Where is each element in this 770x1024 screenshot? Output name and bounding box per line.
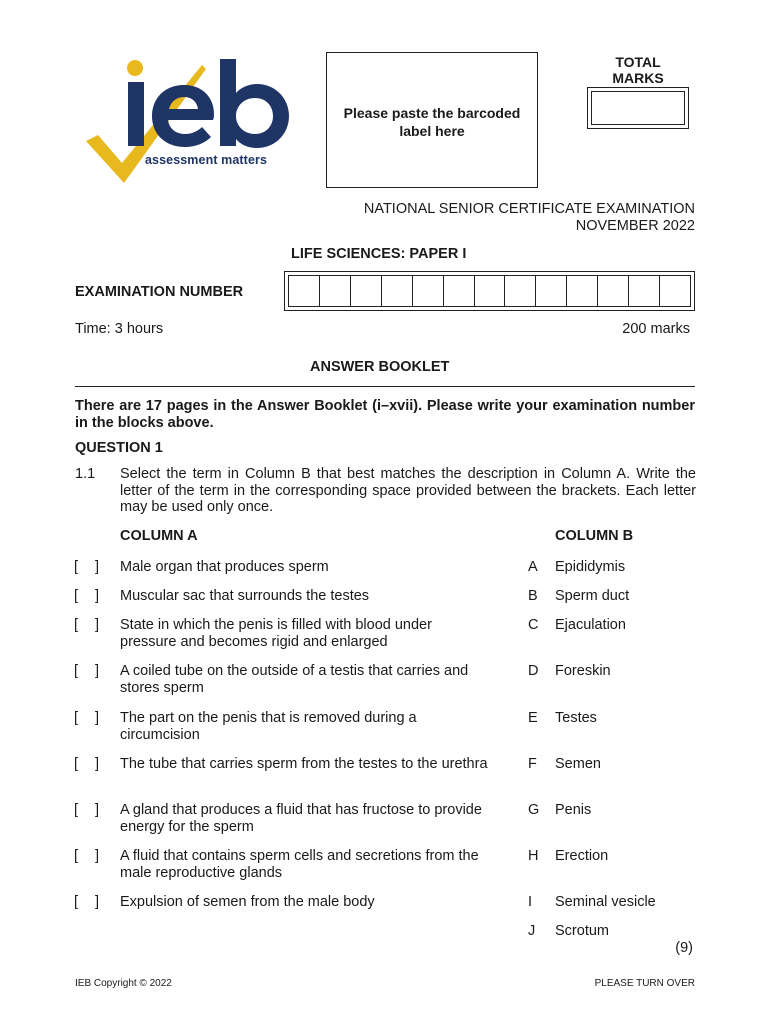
column-b-term: Epididymis [555, 559, 626, 575]
column-a-item: The tube that carries sperm from the testes to the urethra [120, 756, 488, 772]
exam-number-cell[interactable] [288, 275, 319, 307]
column-b-letter: H [528, 848, 539, 864]
answer-bracket-right[interactable]: ] [95, 756, 100, 772]
column-b-header: COLUMN B [555, 528, 634, 544]
exam-number-cell[interactable] [381, 275, 412, 307]
answer-bracket-right[interactable]: ] [95, 710, 100, 726]
exam-number-cell[interactable] [350, 275, 381, 307]
total-marks-value: 200 marks [622, 321, 690, 337]
column-b-letter: E [528, 710, 538, 726]
question-number: 1.1 [75, 466, 96, 482]
instructions: There are 17 pages in the Answer Booklet (i–xvii). Please write your examination number in the blocks above. [75, 398, 695, 431]
divider [75, 386, 695, 387]
answer-bracket-left[interactable]: [ [74, 848, 79, 864]
column-b-term: Sperm duct [555, 588, 630, 604]
answer-bracket-right[interactable]: ] [95, 588, 100, 604]
exam-number-cell[interactable] [443, 275, 474, 307]
column-a-item: A coiled tube on the outside of a testis that carries and stores sperm [120, 663, 469, 696]
question-text: Select the term in Column B that best matches the description in Column A. Write the letter of the term in the corresponding space provided between the brackets. Each letter may be used only once. [120, 466, 696, 515]
answer-bracket-left[interactable]: [ [74, 756, 79, 772]
answer-bracket-right[interactable]: ] [95, 848, 100, 864]
answer-bracket-right[interactable]: ] [95, 559, 100, 575]
column-b-term: Seminal vesicle [555, 894, 656, 910]
total-marks-label: TOTAL MARKS [612, 54, 664, 86]
question-marks: (9) [675, 940, 693, 956]
column-b-term: Testes [555, 710, 597, 726]
exam-number-cell[interactable] [628, 275, 659, 307]
exam-number-grid[interactable] [284, 271, 695, 311]
answer-bracket-right[interactable]: ] [95, 617, 100, 633]
exam-number-cell[interactable] [319, 275, 350, 307]
column-b-letter: G [528, 802, 540, 818]
exam-number-cell[interactable] [535, 275, 566, 307]
column-b-letter: B [528, 588, 538, 604]
answer-bracket-right[interactable]: ] [95, 894, 100, 910]
paper-title: LIFE SCIENCES: PAPER I [291, 246, 467, 262]
exam-date: NOVEMBER 2022 [575, 218, 695, 234]
column-b-term: Foreskin [555, 663, 611, 679]
exam-number-cell[interactable] [504, 275, 535, 307]
answer-bracket-left[interactable]: [ [74, 617, 79, 633]
exam-number-label: EXAMINATION NUMBER [75, 284, 244, 300]
answer-bracket-left[interactable]: [ [74, 588, 79, 604]
answer-bracket-left[interactable]: [ [74, 802, 79, 818]
exam-title: NATIONAL SENIOR CERTIFICATE EXAMINATION [363, 201, 695, 217]
booklet-title: ANSWER BOOKLET [310, 359, 450, 375]
footer-turn-over: PLEASE TURN OVER [594, 978, 695, 989]
total-marks-box[interactable] [587, 87, 689, 129]
column-b-letter: A [528, 559, 538, 575]
answer-bracket-left[interactable]: [ [74, 559, 79, 575]
column-b-term: Ejaculation [555, 617, 626, 633]
answer-bracket-left[interactable]: [ [74, 663, 79, 679]
column-b-letter: J [528, 923, 536, 939]
column-b-term: Semen [555, 756, 601, 772]
column-b-term: Scrotum [555, 923, 609, 939]
column-b-letter: I [528, 894, 533, 910]
column-b-letter: D [528, 663, 539, 679]
column-a-item: Expulsion of semen from the male body [120, 894, 375, 910]
barcode-label-text: Please paste the barcoded label here [343, 105, 521, 139]
footer-copyright: IEB Copyright © 2022 [75, 978, 172, 989]
exam-number-cell[interactable] [659, 275, 691, 307]
column-a-item: A fluid that contains sperm cells and secretions from the male reproductive glands [120, 848, 479, 881]
column-b-letter: F [528, 756, 537, 772]
logo-tagline: assessment matters [145, 153, 268, 167]
column-b-letter: C [528, 617, 539, 633]
column-b-term: Penis [555, 802, 592, 818]
column-a-item: State in which the penis is filled with blood under pressure and becomes rigid and enlarged [120, 617, 432, 650]
column-a-item: Muscular sac that surrounds the testes [120, 588, 370, 604]
column-a-item: The part on the penis that is removed during a circumcision [120, 710, 417, 743]
question-title: QUESTION 1 [75, 440, 163, 456]
exam-number-cell[interactable] [412, 275, 443, 307]
column-a-item: A gland that produces a fluid that has fructose to provide energy for the sperm [120, 802, 482, 835]
ieb-logo [82, 55, 302, 190]
answer-bracket-left[interactable]: [ [74, 710, 79, 726]
column-b-term: Erection [555, 848, 609, 864]
answer-bracket-left[interactable]: [ [74, 894, 79, 910]
time-allowed: Time: 3 hours [75, 321, 164, 337]
exam-number-cell[interactable] [597, 275, 628, 307]
exam-number-cell[interactable] [474, 275, 505, 307]
answer-bracket-right[interactable]: ] [95, 663, 100, 679]
column-a-header: COLUMN A [120, 528, 198, 544]
exam-number-cell[interactable] [566, 275, 597, 307]
column-a-item: Male organ that produces sperm [120, 559, 329, 575]
answer-bracket-right[interactable]: ] [95, 802, 100, 818]
